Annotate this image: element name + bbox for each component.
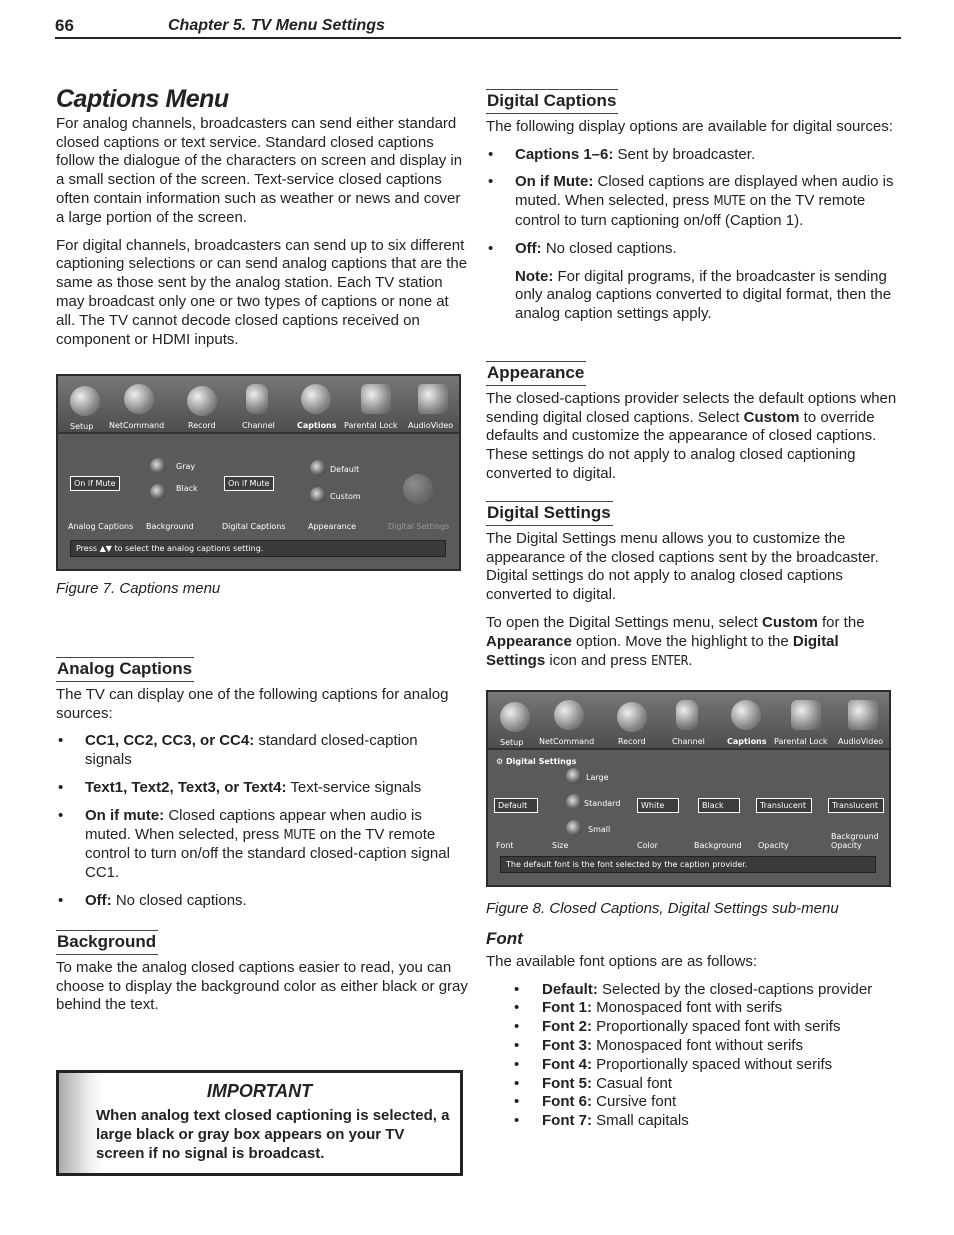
- small-radio[interactable]: [566, 820, 582, 836]
- label-analog-captions: Analog Captions: [68, 522, 134, 531]
- label-background: Background: [694, 841, 742, 850]
- default-label: Default: [330, 465, 360, 474]
- list-item: • Off: No closed captions.: [56, 892, 468, 911]
- digital-list: [486, 146, 898, 259]
- important-text: When analog text closed captioning is selected, a large black or gray box appears on your TV screen if no signal is broadcast.: [96, 1107, 450, 1162]
- list-item: • On if Mute: Closed captions are displayed when audio is muted. When selected, press MUTE on the TV remote control to turn captioning on/off (Caption 1).: [486, 173, 898, 230]
- netcommand-icon: [124, 384, 154, 414]
- font-heading: Font: [486, 929, 523, 948]
- analog-list: [56, 732, 468, 910]
- digital-settings-icon[interactable]: [403, 474, 433, 504]
- menu-channel: Channel: [672, 737, 705, 746]
- audiovideo-icon: [418, 384, 448, 414]
- menu-audiovideo: AudioVideo: [838, 737, 884, 746]
- appearance-text: The closed-captions provider selects the default options when sending digital closed captions. Select Custom to override defaults and customize the appearance of closed captions. These settings do not apply to analog closed captioning converted to digital.: [486, 389, 897, 482]
- label-size: Size: [552, 841, 569, 850]
- list-item: • On if mute: Closed captions appear when audio is muted. When selected, press MUTE on the TV remote control to turn on/off the standard closed-caption signal CC1.: [56, 807, 468, 883]
- gray-label: Gray: [176, 462, 196, 471]
- menu-setup: Setup: [70, 422, 94, 431]
- analog-captions-value[interactable]: On if Mute: [70, 476, 120, 491]
- list-item: • CC1, CC2, CC3, or CC4: standard closed-caption signals: [56, 732, 468, 770]
- intro-paragraph-1: For analog channels, broadcasters can send either standard closed captions or text service. Standard closed captions follow the dialogue of the characters on screen and display in a small section of the screen. Text-service closed captions often contain information such as weather or news and cover a large portion of the screen.: [56, 114, 463, 226]
- captions-icon: [731, 700, 761, 730]
- appearance-heading: Appearance: [486, 361, 586, 386]
- list-item: • Font 3: Monospaced font without serifs: [486, 1037, 898, 1056]
- black-radio[interactable]: [150, 484, 166, 500]
- background-opacity-value[interactable]: Translucent: [828, 798, 884, 813]
- header-rule: [55, 37, 901, 39]
- large-label: Large: [586, 773, 609, 782]
- standard-label: Standard: [584, 799, 621, 808]
- status-bar: Press ▲▼ to select the analog captions setting.: [70, 540, 446, 557]
- digital-settings-screenshot: [486, 690, 891, 887]
- left-column-top: [56, 85, 468, 358]
- gray-radio[interactable]: [150, 458, 166, 474]
- analog-intro: The TV can display one of the following captions for analog sources:: [56, 685, 449, 722]
- channel-icon: [676, 700, 698, 730]
- status-bar: The default font is the font selected by the caption provider.: [500, 856, 876, 873]
- black-label: Black: [176, 484, 198, 493]
- small-label: Small: [588, 825, 611, 834]
- list-item: • Font 1: Monospaced font with serifs: [486, 999, 898, 1018]
- section-title: ⚙ Digital Settings: [496, 757, 577, 766]
- captions-menu-screenshot: [56, 374, 461, 571]
- list-item: • Font 6: Cursive font: [486, 1093, 898, 1112]
- digital-captions-section: [486, 89, 898, 333]
- intro-paragraph-2: For digital channels, broadcasters can send up to six different captioning selections or can send analog captions that are the same as those sent by the analog station. Each TV station may broadcast only one or two types of captions or none at all. The TV cannot decode closed captions received on component or HDMI inputs.: [56, 236, 468, 348]
- important-box: [56, 1070, 463, 1176]
- note: Note: For digital programs, if the broadcaster is sending only analog captions converted to digital format, then the analog caption settings apply.: [515, 267, 892, 323]
- label-background: Background: [146, 522, 194, 531]
- figure-8-caption: Figure 8. Closed Captions, Digital Settings sub-menu: [486, 900, 839, 917]
- font-section: [486, 930, 898, 1131]
- captions-icon: [301, 384, 331, 414]
- analog-captions-heading: Analog Captions: [56, 657, 194, 682]
- digital-captions-heading: Digital Captions: [486, 89, 618, 114]
- open-instructions: To open the Digital Settings menu, select Custom for the Appearance option. Move the highlight to the Digital Settings icon and press ENTER.: [486, 613, 865, 669]
- parental-lock-icon: [791, 700, 821, 730]
- menu-netcommand: NetCommand: [539, 737, 595, 746]
- label-appearance: Appearance: [308, 522, 357, 531]
- label-digital-captions: Digital Captions: [222, 522, 286, 531]
- digital-settings-section: [486, 501, 898, 680]
- appearance-section: [486, 361, 898, 493]
- list-item: • Font 4: Proportionally spaced without serifs: [486, 1056, 898, 1075]
- standard-radio[interactable]: [566, 794, 582, 810]
- background-section: [56, 930, 468, 1024]
- font-list: [486, 981, 898, 1131]
- label-opacity: Opacity: [758, 841, 789, 850]
- record-icon: [617, 702, 647, 732]
- menu-channel: Channel: [242, 421, 275, 430]
- list-item: • Off: No closed captions.: [486, 240, 898, 259]
- parental-lock-icon: [361, 384, 391, 414]
- list-item: • Font 2: Proportionally spaced font with serifs: [486, 1018, 898, 1037]
- digital-intro: The following display options are available for digital sources:: [486, 117, 893, 135]
- opacity-value[interactable]: Translucent: [756, 798, 812, 813]
- custom-label: Custom: [330, 492, 361, 501]
- background-heading: Background: [56, 930, 158, 955]
- channel-icon: [246, 384, 268, 414]
- menu-parental-lock: Parental Lock: [344, 421, 398, 430]
- menu-audiovideo: AudioVideo: [408, 421, 454, 430]
- digital-captions-value[interactable]: On if Mute: [224, 476, 274, 491]
- font-intro: The available font options are as follows:: [486, 952, 757, 970]
- menu-record: Record: [188, 421, 216, 430]
- page-number: 66: [55, 16, 74, 35]
- analog-captions-section: [56, 657, 468, 920]
- setup-icon: [70, 386, 100, 416]
- background-text: To make the analog closed captions easier to read, you can choose to display the background color as either black or gray behind the text.: [56, 958, 468, 1014]
- label-color: Color: [637, 841, 658, 850]
- record-icon: [187, 386, 217, 416]
- list-item: • Font 5: Casual font: [486, 1075, 898, 1094]
- list-item: • Text1, Text2, Text3, or Text4: Text-service signals: [56, 779, 468, 798]
- color-value[interactable]: White: [637, 798, 679, 813]
- important-title: IMPORTANT: [206, 1081, 313, 1101]
- list-item: • Font 7: Small capitals: [486, 1112, 898, 1131]
- menu-record: Record: [618, 737, 646, 746]
- page-title: Captions Menu: [56, 85, 229, 113]
- figure-7-caption: Figure 7. Captions menu: [56, 580, 221, 597]
- chapter-title: Chapter 5. TV Menu Settings: [168, 17, 385, 34]
- default-radio[interactable]: [310, 460, 326, 476]
- netcommand-icon: [554, 700, 584, 730]
- large-radio[interactable]: [566, 768, 582, 784]
- list-item: • Captions 1–6: Sent by broadcaster.: [486, 146, 898, 165]
- label-background-opacity: Background Opacity: [831, 832, 879, 850]
- digital-settings-heading: Digital Settings: [486, 501, 613, 526]
- menu-parental-lock: Parental Lock: [774, 737, 828, 746]
- label-font: Font: [496, 841, 514, 850]
- custom-radio[interactable]: [310, 487, 326, 503]
- audiovideo-icon: [848, 700, 878, 730]
- setup-icon: [500, 702, 530, 732]
- font-value[interactable]: Default: [494, 798, 538, 813]
- menu-netcommand: NetCommand: [109, 421, 165, 430]
- menu-setup: Setup: [500, 738, 524, 747]
- background-value[interactable]: Black: [698, 798, 740, 813]
- digital-settings-text: The Digital Settings menu allows you to customize the appearance of the closed captions sent by the broadcaster. Digital settings do not apply to analog closed captions converted to digital.: [486, 529, 879, 604]
- label-digital-settings: Digital Settings: [388, 522, 450, 531]
- menu-captions: Captions: [297, 421, 337, 430]
- menu-captions: Captions: [727, 737, 767, 746]
- list-item: • Default: Selected by the closed-captions provider: [486, 981, 876, 1000]
